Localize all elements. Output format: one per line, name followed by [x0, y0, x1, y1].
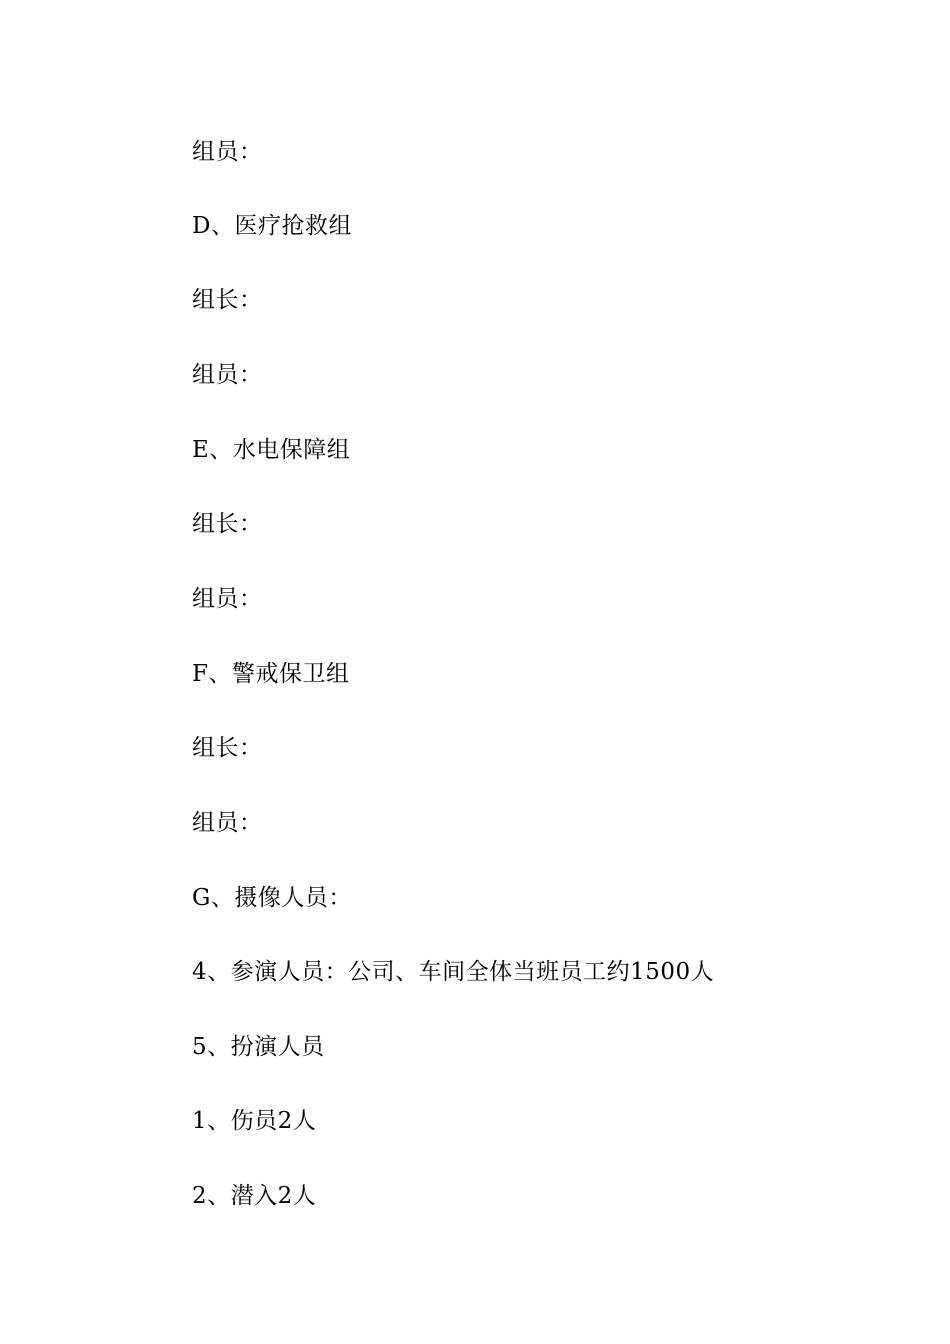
list-item-intruders: 2、潜入2人	[192, 1183, 317, 1209]
heading-camera-staff: G、摄像人员：	[192, 885, 352, 911]
text-line-d-group-members: 组员：	[192, 139, 263, 165]
text-line-utilities-members: 组员：	[192, 586, 263, 612]
list-item-injured: 1、伤员2人	[192, 1108, 317, 1134]
heading-medical-rescue-group: D、医疗抢救组	[192, 213, 352, 239]
heading-utilities-group: E、水电保障组	[192, 437, 351, 463]
text-line-medical-leader: 组长：	[192, 287, 263, 313]
text-line-utilities-leader: 组长：	[192, 511, 263, 537]
text-line-medical-members: 组员：	[192, 362, 263, 388]
text-line-participants: 4、参演人员：公司、车间全体当班员工约1500人	[192, 959, 715, 985]
text-line-security-leader: 组长：	[192, 735, 263, 761]
heading-role-players: 5、扮演人员	[192, 1034, 325, 1060]
heading-security-group: F、警戒保卫组	[192, 661, 350, 687]
text-line-security-members: 组员：	[192, 810, 263, 836]
